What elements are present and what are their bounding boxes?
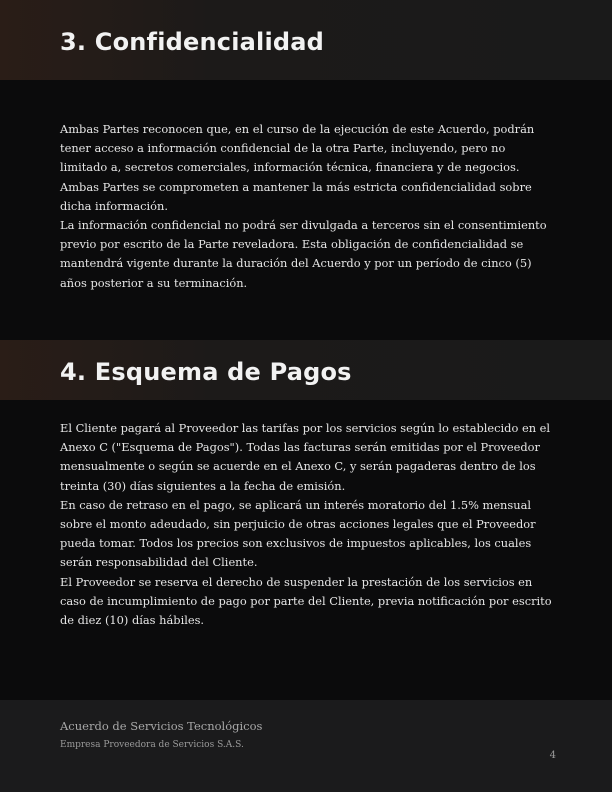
paragraph: El Cliente pagará al Proveedor las tarifas por los servicios según lo establecido en el Anexo C ("Esquema de Pagos"). Todas las facturas serán emitidas por el Proveedor mensualmente o según se acuerde en el Anexo C, y serán pagaderas dentro de los treinta (30) días siguientes a la fecha de emisión. (60, 421, 551, 493)
footer-company-name: Empresa Proveedora de Servicios S.A.S. (60, 740, 244, 750)
paragraph: La información confidencial no podrá ser divulgada a terceros sin el consentimiento previo por escrito de la Parte reveladora. Esta obligación de confidencialidad se mantendrá vigente durante la duración del Acuerdo y por un período de cinco (5) años posterior a su terminación. (60, 218, 547, 290)
paragraph: Ambas Partes reconocen que, en el curso de la ejecución de este Acuerdo, podrán tener acceso a información confidencial de la otra Parte, incluyendo, pero no limitado a, secretos comerciales, información técnica, financiera y de negocios. Ambas Partes se comprometen a mantener la más estricta confidencialidad sobre dicha información. (60, 122, 535, 213)
paragraph: El Proveedor se reserva el derecho de suspender la prestación de los servicios en caso de incumplimiento de pago por parte del Cliente, previa notificación por escrito de diez (10) días hábiles. (60, 574, 552, 628)
paragraph: En caso de retraso en el pago, se aplicará un interés moratorio del 1.5% mensual sobre el monto adeudado, sin perjuicio de otras acciones legales que el Proveedor pueda tomar. Todos los precios son exclusivos de impuestos aplicables, los cuales serán responsabilidad del Cliente. (60, 497, 536, 570)
section-heading-esquema-de-pagos: 4. Esquema de Pagos (60, 358, 352, 386)
footer-document-title: Acuerdo de Servicios Tecnológicos (60, 719, 263, 733)
section-body-esquema-de-pagos (60, 419, 554, 630)
page-number: 4 (549, 750, 556, 761)
page-footer (0, 700, 612, 792)
section-heading-confidencialidad: 3. Confidencialidad (60, 28, 325, 56)
section-body-confidencialidad (60, 120, 554, 293)
